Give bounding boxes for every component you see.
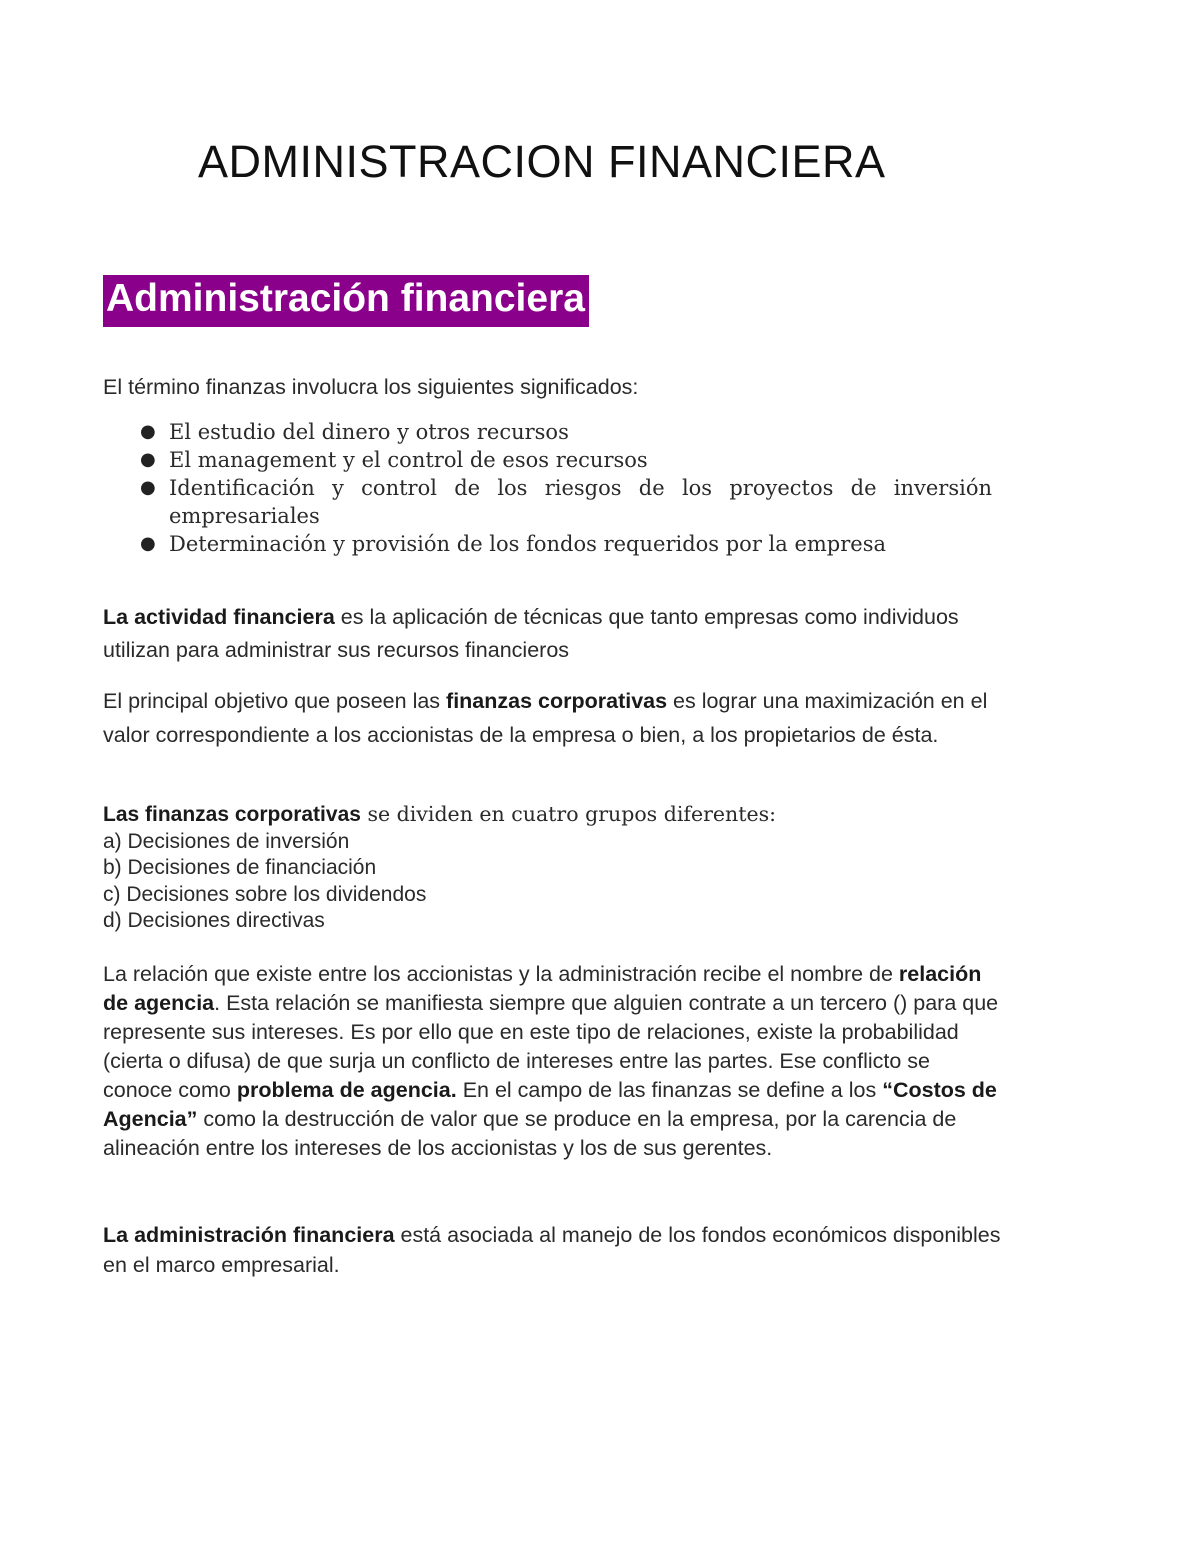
list-item — [136, 474, 992, 502]
paragraph-objetivo — [103, 684, 1003, 752]
bullet-icon: ● — [140, 421, 156, 442]
bullet-icon: ● — [140, 449, 156, 470]
list-item-text: Identificación y control de los riesgos de los proyectos de inversión — [169, 476, 992, 500]
paragraph-text: El principal objetivo que poseen las — [103, 689, 447, 713]
bold-term: La administración financiera — [103, 1223, 395, 1247]
paragraph-text: En el campo de las finanzas se define a los — [456, 1078, 883, 1102]
page-title: ADMINISTRACION FINANCIERA — [198, 136, 886, 187]
meanings-list — [136, 418, 992, 558]
paragraph-text: . Esta relación se manifiesta siempre que alguien contrate a un tercero () para que represente sus intereses. Es por ello que en este tipo de relaciones, existe la probabilidad (cierta o difusa) de que surja un conflicto de intereses entre las partes. Ese conflicto se conoce como — [103, 991, 999, 1102]
section-heading: Administración financiera — [103, 275, 589, 327]
list-item-text: El management y el control de esos recursos — [169, 448, 648, 472]
list-item-text: Determinación y provisión de los fondos requeridos por la empresa — [169, 532, 886, 556]
intro-paragraph: El término finanzas involucra los siguientes significados: — [103, 375, 639, 399]
paragraph-agencia — [103, 960, 1003, 1163]
paragraph-text: está asociada al manejo de los fondos económicos disponibles en el marco empresarial. — [103, 1223, 1001, 1277]
paragraph-text: se dividen en cuatro grupos diferentes: — [360, 802, 777, 826]
grupo-item: a) Decisiones de inversión — [103, 829, 350, 853]
paragraph-actividad — [103, 601, 1003, 667]
grupo-item: b) Decisiones de financiación — [103, 856, 377, 879]
list-item-text: El estudio del dinero y otros recursos — [169, 420, 569, 444]
list-item-continuation — [136, 502, 992, 530]
bold-term: relación de agencia — [103, 962, 982, 1015]
bold-term: Las finanzas corporativas — [103, 803, 361, 826]
paragraph-final — [103, 1220, 1003, 1280]
bold-term: La actividad financiera — [103, 605, 335, 629]
bullet-icon: ● — [140, 477, 156, 498]
bold-term: problema de agencia. — [236, 1078, 457, 1102]
paragraph-text: es la aplicación de técnicas que tanto empresas como individuos utilizan para administrar sus recursos financieros — [103, 605, 959, 662]
paragraph-text: como la destrucción de valor que se produce en la empresa, por la carencia de alineación entre los intereses de los accionistas y los de sus gerentes. — [103, 1107, 957, 1160]
list-item — [136, 418, 992, 446]
paragraph-text: es lograr una maximización en el valor correspondiente a los accionistas de la empresa o bien, a los propietarios de ésta. — [103, 689, 988, 747]
paragraph-grupos — [103, 801, 1003, 935]
grupo-item: c) Decisiones sobre los dividendos — [103, 882, 427, 906]
list-item — [136, 446, 992, 474]
paragraph-text: La relación que existe entre los accionistas y la administración recibe el nombre de — [103, 962, 899, 986]
grupos-intro — [103, 801, 1003, 829]
bold-term: “Costos de Agencia” — [103, 1078, 997, 1131]
list-item-text: empresariales — [169, 504, 320, 528]
bold-term: finanzas corporativas — [446, 689, 668, 713]
grupo-item: d) Decisiones directivas — [103, 909, 325, 932]
bullet-icon: ● — [140, 533, 156, 554]
list-item — [136, 530, 992, 558]
